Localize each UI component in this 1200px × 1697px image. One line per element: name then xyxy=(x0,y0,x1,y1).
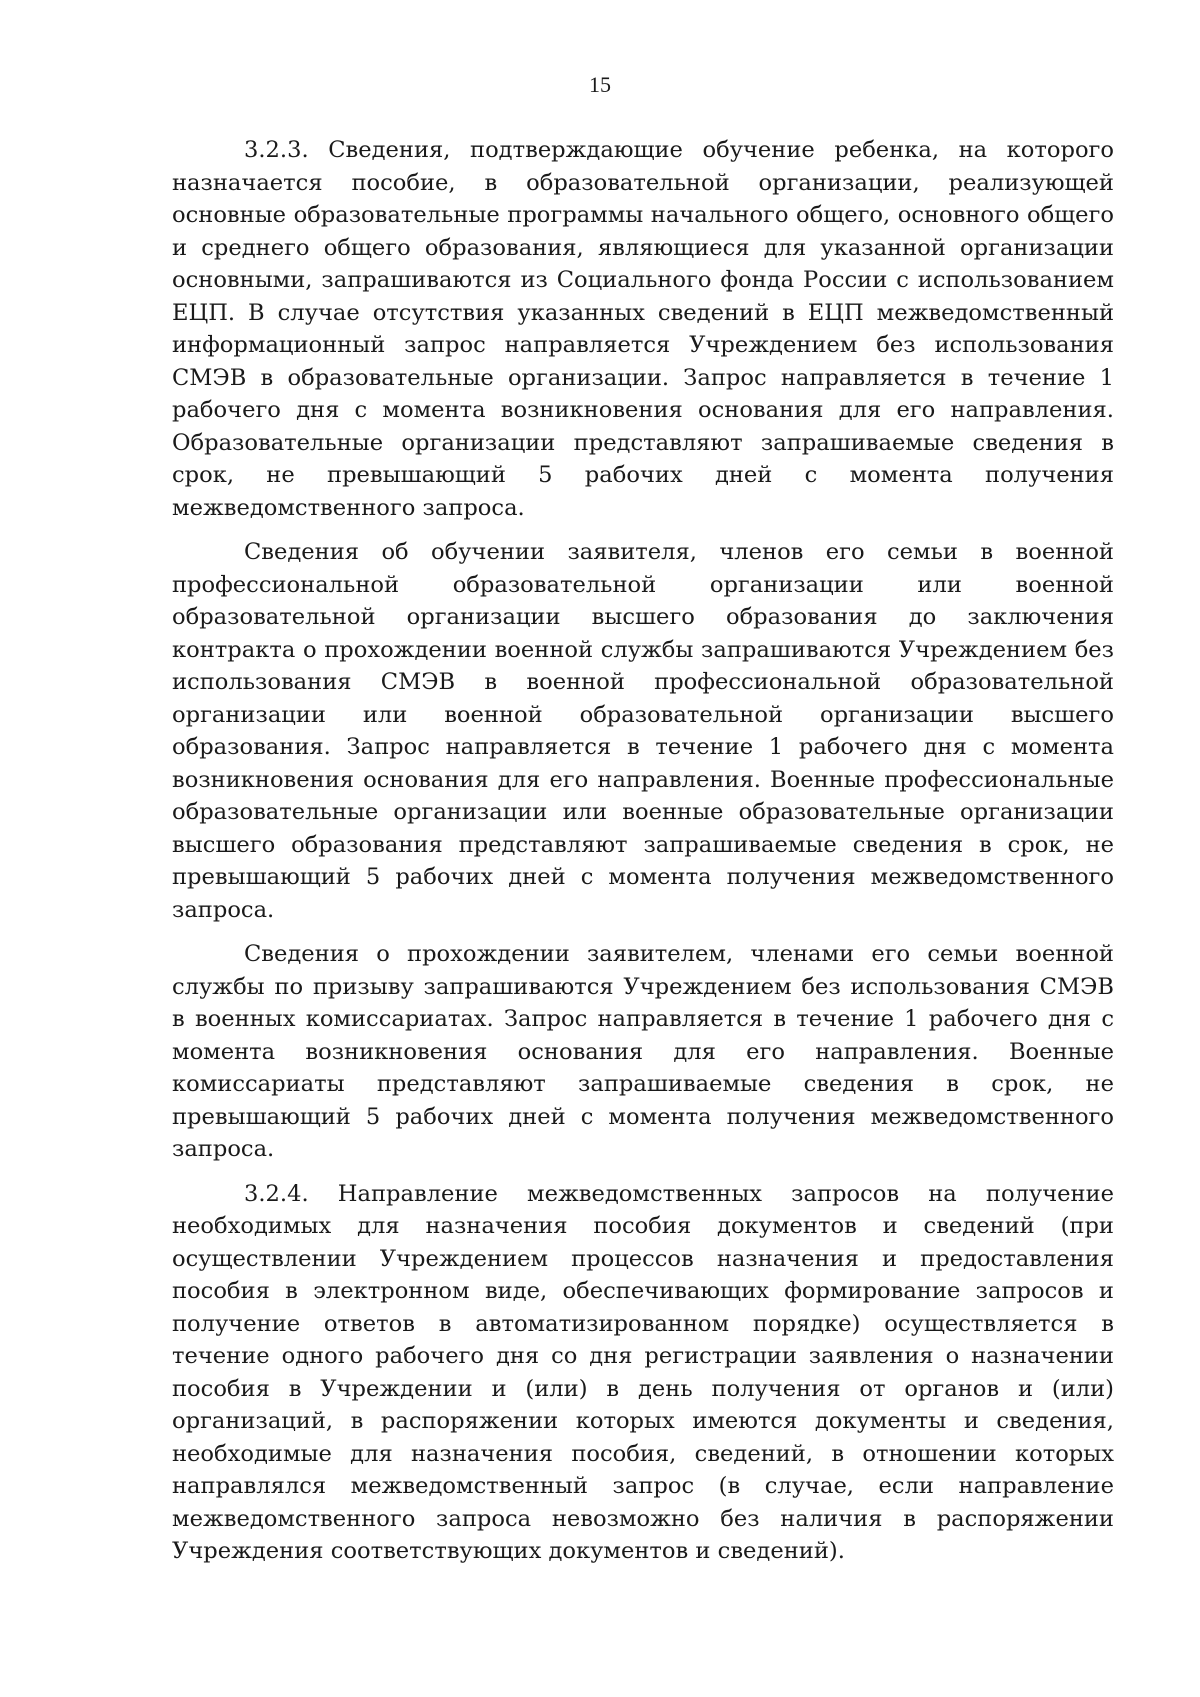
paragraph-3-2-3: 3.2.3. Сведения, подтверждающие обучение ребенка, на которого назначается пособие, в образовательной организации, реализующей основные образовательные программы начального общего, основного общего и среднего общего образования, являющиеся для указанной организации основными, запрашиваются из Социального фонда России с использованием ЕЦП. В случае отсутствия указанных сведений в ЕЦП межведомственный информационный запрос направляется Учреждением без использования СМЭВ в образовательные организации. Запрос направляется в течение 1 рабочего дня с момента возникновения основания для его направления. Образовательные организации представляют запрашиваемые сведения в срок, не превышающий 5 рабочих дней с момента получения межведомственного запроса. xyxy=(172,137,1114,521)
paragraph-military-education: Сведения об обучении заявителя, членов его семьи в военной профессиональной образовательной организации или военной образовательной организации высшего образования до заключения контракта о прохождении военной службы запрашиваются Учреждением без использования СМЭВ в военной профессиональной образовательной организации или военной образовательной организации высшего образования. Запрос направляется в течение 1 рабочего дня с момента возникновения основания для его направления. Военные профессиональные образовательные организации или военные образовательные организации высшего образования представляют запрашиваемые сведения в срок, не превышающий 5 рабочих дней с момента получения межведомственного запроса. xyxy=(172,539,1114,923)
paragraph-military-service: Сведения о прохождении заявителем, членами его семьи военной службы по призыву запрашиваются Учреждением без использования СМЭВ в военных комиссариатах. Запрос направляется в течение 1 рабочего дня с момента возникновения основания для его направления. Военные комиссариаты представляют запрашиваемые сведения в срок, не превышающий 5 рабочих дней с момента получения межведомственного запроса. xyxy=(172,941,1114,1162)
page-number: 15 xyxy=(589,72,611,97)
document-body xyxy=(172,134,1114,1580)
paragraph-3-2-4: 3.2.4. Направление межведомственных запросов на получение необходимых для назначения пособия документов и сведений (при осуществлении Учреждением процессов назначения и предоставления пособия в электронном виде, обеспечивающих формирование запросов и получение ответов в автоматизированном порядке) осуществляется в течение одного рабочего дня со дня регистрации заявления о назначении пособия в Учреждении и (или) в день получения от органов и (или) организаций, в распоряжении которых имеются документы и сведения, необходимые для назначения пособия, сведений, в отношении которых направлялся межведомственный запрос (в случае, если направление межведомственного запроса невозможно без наличия в распоряжении Учреждения соответствующих документов и сведений). xyxy=(172,1180,1114,1564)
